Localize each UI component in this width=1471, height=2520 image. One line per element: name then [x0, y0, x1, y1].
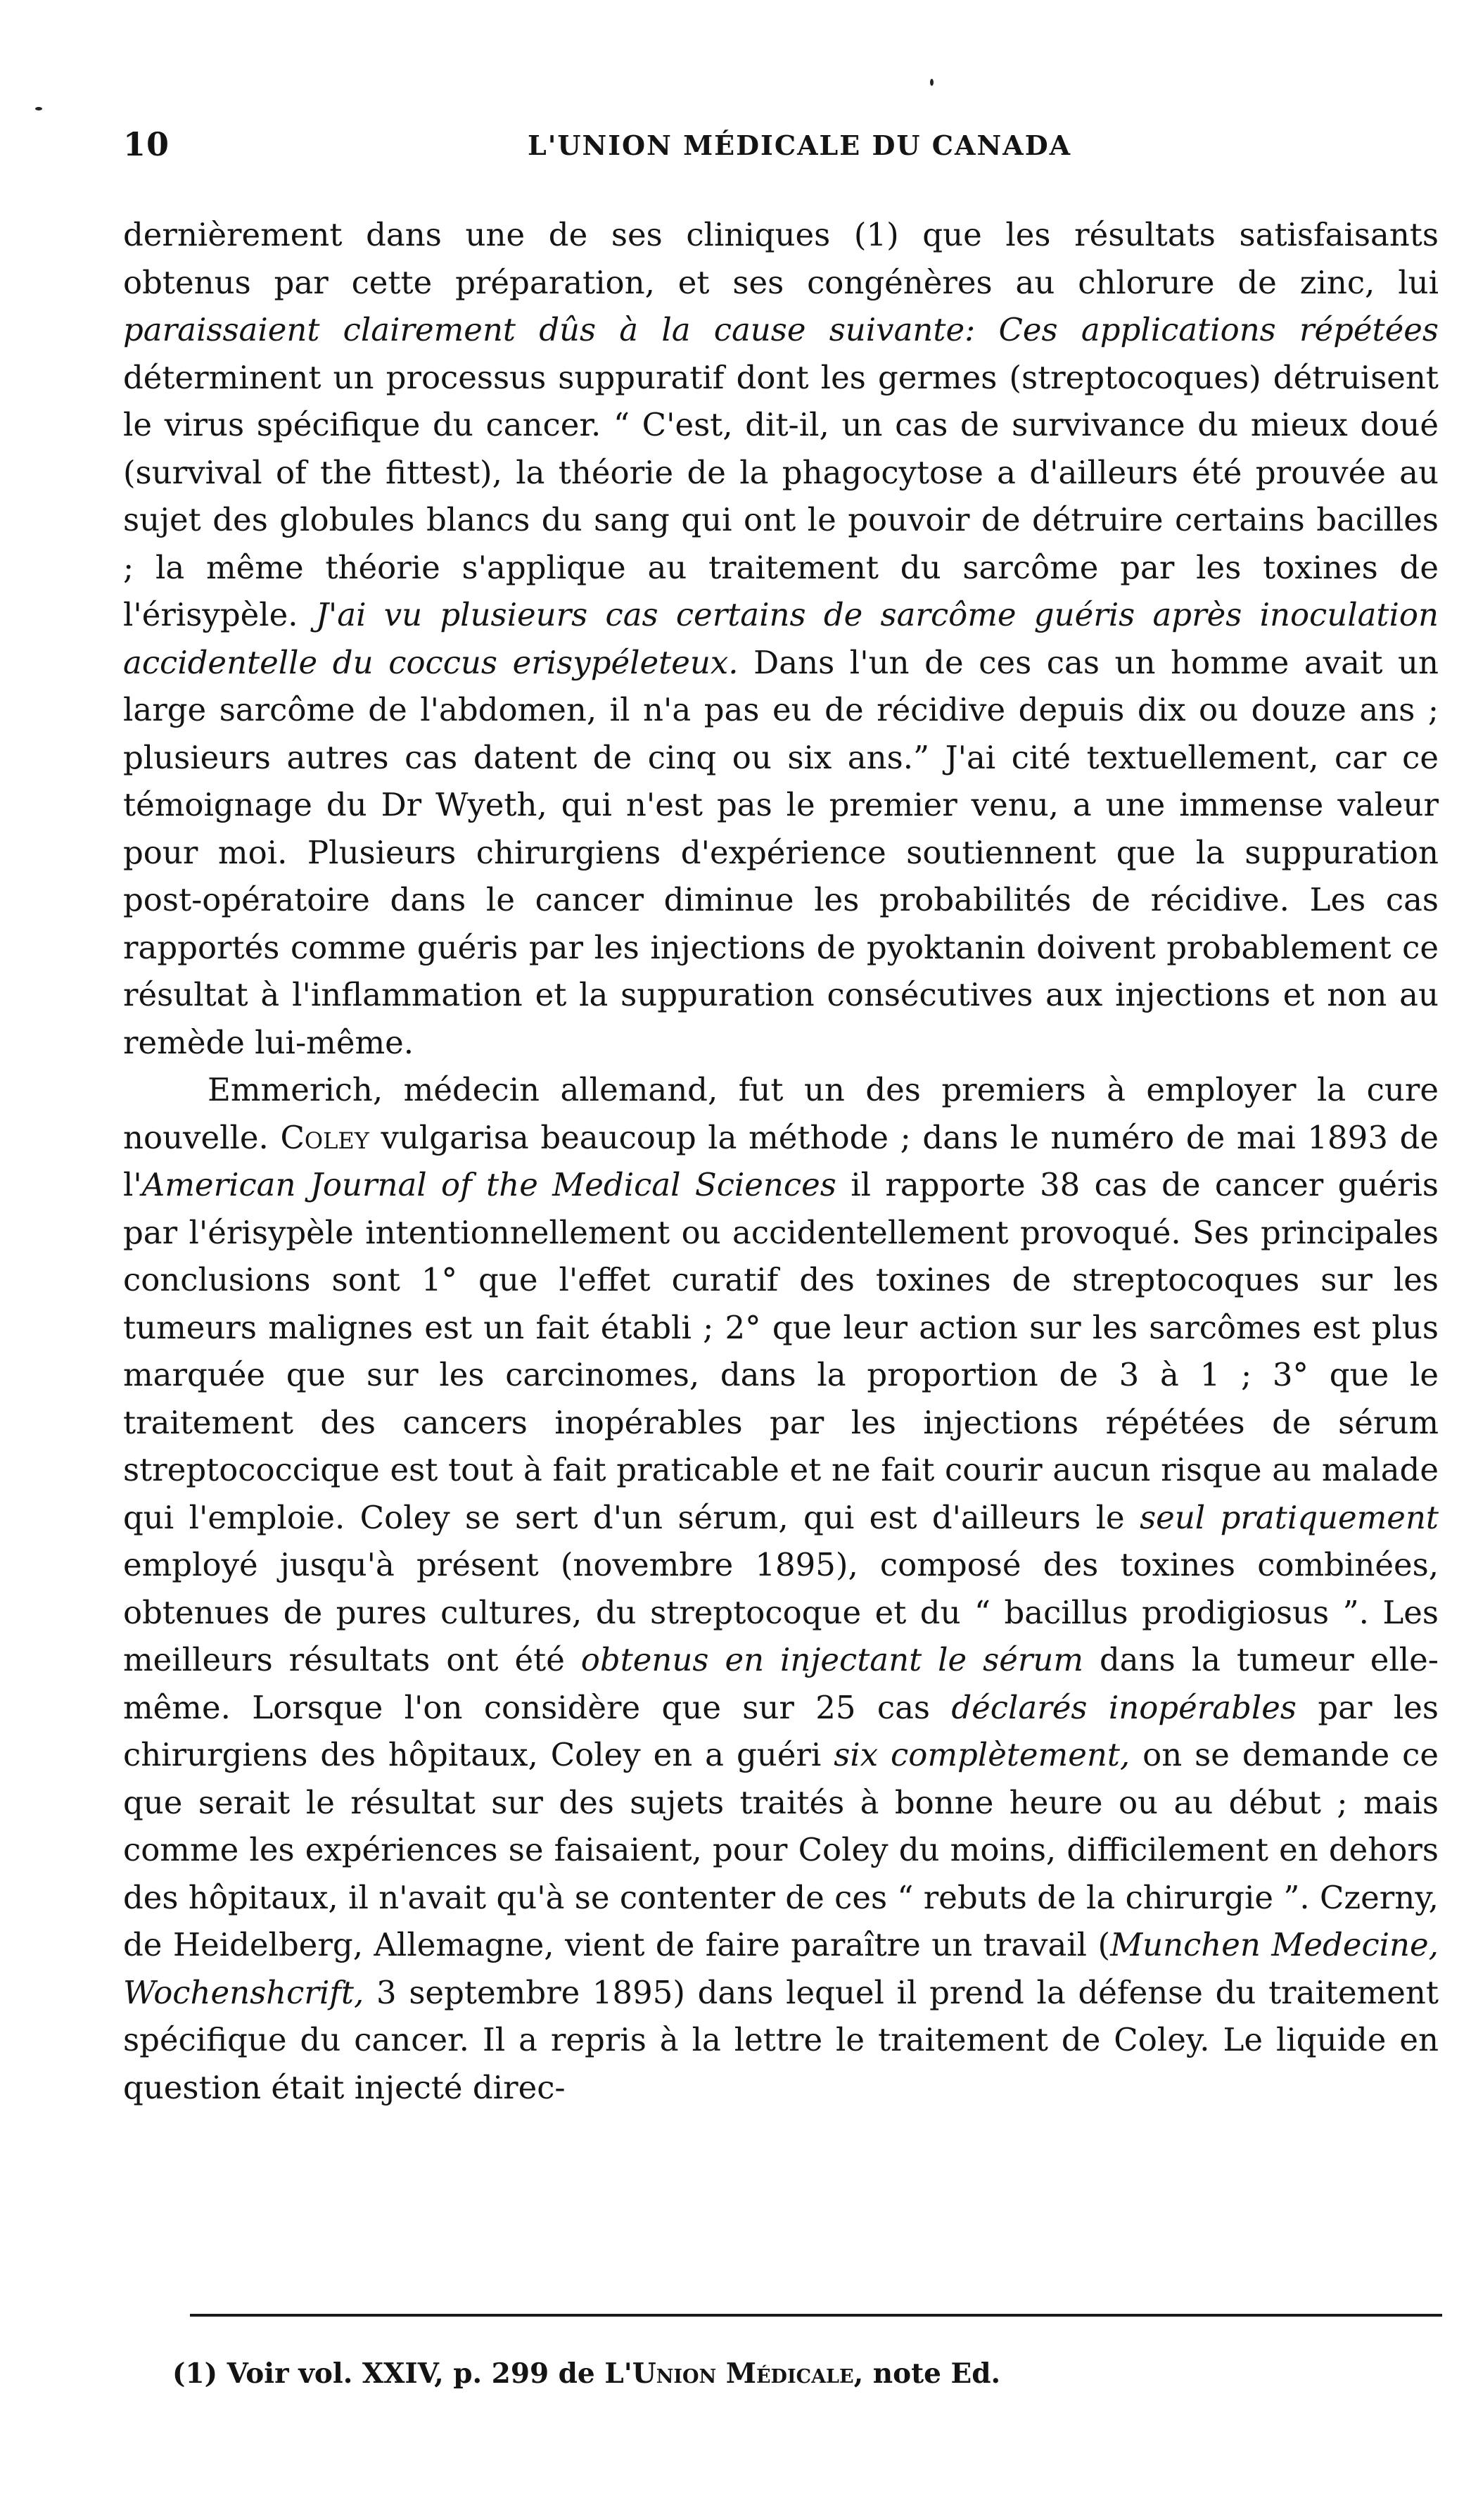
italic-text: déclarés inopérables: [951, 1688, 1297, 1726]
footnote-journal: L'Union Médicale: [604, 2357, 854, 2390]
paragraph: [123, 211, 1439, 1066]
text-run: vulgarisa beaucoup la méthode ; dans le numéro de mai 1893 de l': [123, 1118, 1439, 1203]
text-run: on se demande ce que serait le résultat sur des sujets traités à bonne heure ou au début ; mais comme les expériences se faisaient, pour Coley du moins, difficilement en dehors des hôpitaux, il n'avait qu'à se contenter de ces “ rebuts de la chirurgie ”. Czerny, de Heidelberg, Allemagne, vient de faire paraître un travail (: [123, 1736, 1439, 1963]
text-run: 3 septembre 1895) dans lequel il prend la défense du traitement spécifique du cancer. Il a repris à la lettre le traitement de Coley. Le liquide en question était injecté direc-: [123, 1973, 1439, 2106]
text-run: par les chirurgiens des hôpitaux, Coley en a guéri: [123, 1688, 1439, 1773]
italic-text: obtenus en injectant le sérum: [580, 1641, 1084, 1678]
footnote: [172, 2356, 1439, 2391]
page-header: [123, 125, 1460, 175]
text-run: il rapporte 38 cas de cancer guéris par l'érisypèle intentionnellement ou accidentellement provoqué. Ses principales conclusions sont 1° que l'effet curatif des toxines de streptocoques sur les tumeurs malignes est un fait établi ; 2° que leur action sur les sarcômes est plus marquée que sur les carcinomes, dans la proportion de 3 à 1 ; 3° que le traitement des cancers inopérables par les injections répétées de sérum streptococcique est tout à fait praticable et ne fait courir aucun risque au malade qui l'emploie. Coley se sert d'un sérum, qui est d'ailleurs le: [123, 1166, 1439, 1536]
text-run: dernièrement dans une de ses cliniques (1) que les résultats satisfaisants obtenus par cette préparation, et ses congénères au chlorure de zinc, lui: [123, 216, 1439, 301]
italic-text: paraissaient clairement dûs à la cause suivante: Ces applications répétées: [123, 311, 1439, 348]
text-run: déterminent un processus suppuratif dont les germes (streptocoques) détruisent le virus spécifique du cancer. “ C'est, dit-il, un cas de survivance du mieux doué (survival of the fittest), la théorie de la phagocytose a d'ailleurs été prouvée au sujet des globules blancs du sang qui ont le pouvoir de détruire certains bacilles ; la même théorie s'applique au traitement du sarcôme par les toxines de l'érisypèle.: [123, 358, 1439, 633]
print-speck: [35, 107, 42, 110]
italic-text: seul pratiquement: [1140, 1498, 1439, 1536]
text-run: employé jusqu'à présent (novembre 1895), composé des toxines combinées, obtenues de pures cultures, du streptocoque et du “ bacillus prodigiosus ”. Les meilleurs résultats ont été: [123, 1546, 1439, 1678]
italic-text: American Journal of the Medical Sciences: [141, 1166, 836, 1203]
paragraph: [123, 1066, 1439, 2111]
body-text: [123, 211, 1439, 2111]
italic-text: Munchen Medecine, Wochenshcrift,: [123, 1926, 1439, 2011]
italic-text: J'ai vu plusieurs cas certains de sarcôme guéris après inoculation accidentelle du coccus erisypéleteux.: [123, 596, 1439, 681]
text-run: dans la tumeur elle-même. Lorsque l'on considère que sur 25 cas: [123, 1641, 1439, 1726]
footnote-rule: [190, 2314, 1442, 2317]
footnote-suffix: , note Ed.: [853, 2357, 1001, 2390]
small-caps-text: Coley: [280, 1118, 369, 1156]
italic-text: six complètement,: [834, 1736, 1131, 1773]
running-title: L'UNION MÉDICALE DU CANADA: [528, 129, 1072, 161]
footnote-prefix: (1) Voir vol. XXIV, p. 299 de: [172, 2357, 605, 2390]
print-speck: [930, 79, 934, 86]
page-number: 10: [123, 125, 170, 163]
text-run: Emmerich, médecin allemand, fut un des premiers à employer la cure nouvelle.: [123, 1071, 1439, 1156]
text-run: Dans l'un de ces cas un homme avait un large sarcôme de l'abdomen, il n'a pas eu de récidive depuis dix ou douze ans ; plusieurs autres cas datent de cinq ou six ans.” J'ai cité textuellement, car ce témoignage du Dr Wyeth, qui n'est pas le premier venu, a une immense valeur pour moi. Plusieurs chirurgiens d'expérience soutiennent que la suppuration post-opératoire dans le cancer diminue les probabilités de récidive. Les cas rapportés comme guéris par les injections de pyoktanin doivent probablement ce résultat à l'inflammation et la suppuration consécutives aux injections et non au remède lui-même.: [123, 643, 1439, 1061]
